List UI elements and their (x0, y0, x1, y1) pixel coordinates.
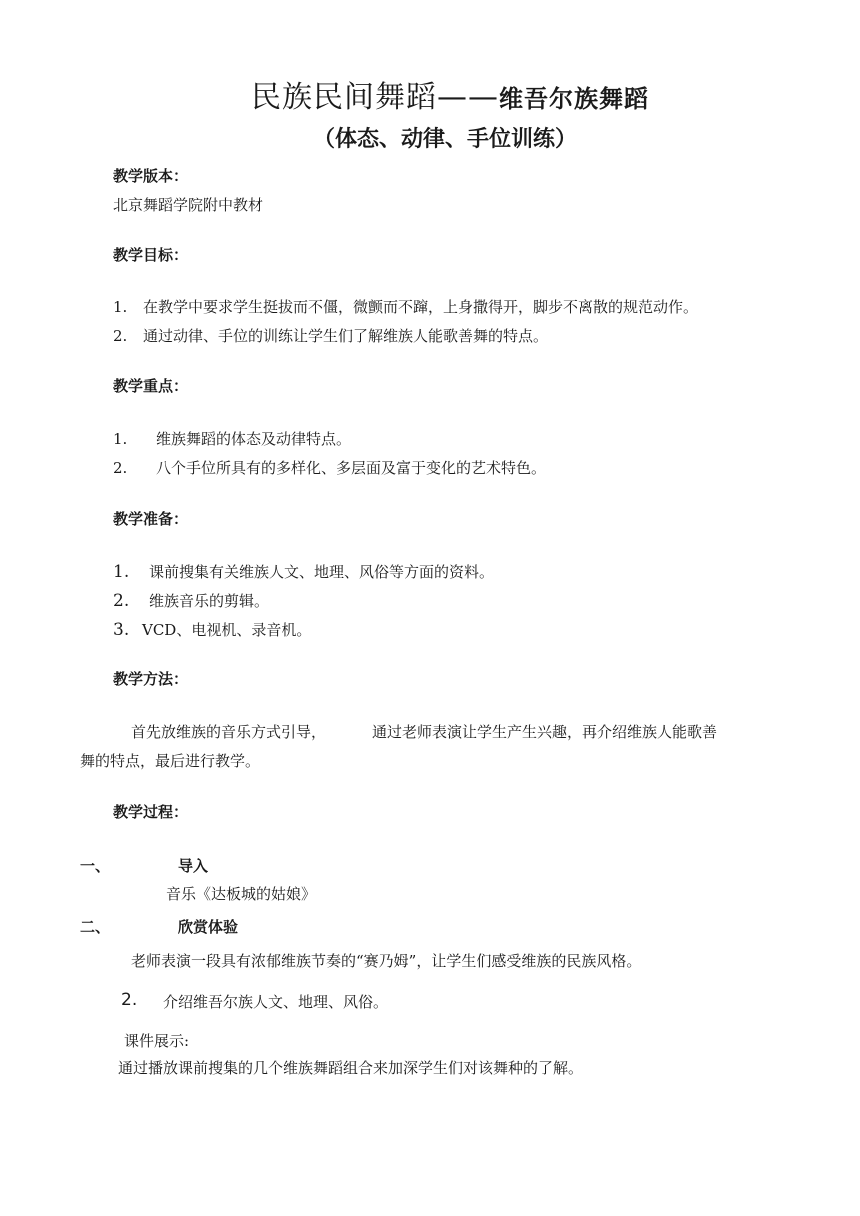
method-line1a: 首先放维族的音乐方式引导， (131, 723, 327, 741)
prep-num: 2. (113, 591, 130, 611)
focus-text: 维族舞蹈的体态及动律特点。 (156, 430, 352, 448)
method-heading: 教学方法： (113, 670, 189, 688)
focus-item (113, 428, 351, 449)
goal-text: 在教学中要求学生挺拔而不僵，微颤而不蹿，上身撒得开，脚步不离散的规范动作。 (143, 298, 699, 316)
goal-item (113, 296, 698, 317)
prep-num: 1. (113, 562, 130, 582)
goal-item (113, 325, 548, 346)
prep-heading: 教学准备： (113, 510, 189, 528)
page-title (0, 72, 860, 116)
focus-text: 八个手位所具有的多样化、多层面及富于变化的艺术特色。 (156, 459, 547, 477)
process-heading: 教学过程： (113, 803, 189, 821)
section1-text: 音乐《达板城的姑娘》 (166, 885, 317, 903)
method-line1b: 通过老师表演让学生产生兴趣，再介绍维族人能歌善 (372, 723, 718, 741)
goals-heading: 教学目标： (113, 246, 189, 264)
page-subtitle: （体态、动律、手位训练） (312, 127, 577, 152)
prep-item (113, 619, 311, 640)
section2-sub-text: 介绍维吾尔族人文、地理、风俗。 (163, 993, 389, 1011)
courseware-label: 课件展示: (124, 1032, 190, 1050)
prep-num: 3. (113, 620, 130, 640)
method-line2: 舞的特点，最后进行教学。 (80, 752, 261, 770)
section2-sub-num: 2. (121, 990, 138, 1010)
prep-text: 课前搜集有关维族人文、地理、风俗等方面的资料。 (149, 563, 495, 581)
section2-title: 欣赏体验 (178, 918, 239, 936)
section1-title: 导入 (178, 857, 209, 875)
goal-text: 通过动律、手位的训练让学生们了解维族人能歌善舞的特点。 (143, 327, 549, 345)
section1-num: 一、 (80, 857, 111, 875)
section2-last: 通过播放课前搜集的几个维族舞蹈组合来加深学生们对该舞种的了解。 (118, 1059, 584, 1077)
focus-num: 2. (113, 459, 128, 477)
focus-heading: 教学重点： (113, 377, 189, 395)
prep-item (113, 590, 269, 611)
prep-text: 维族音乐的剪辑。 (149, 592, 270, 610)
title-main: 民族民间舞蹈—— (251, 80, 499, 115)
prep-item (113, 561, 494, 582)
goal-num: 2. (113, 327, 128, 345)
goal-num: 1. (113, 298, 128, 316)
section2-text: 老师表演一段具有浓郁维族节奏的“赛乃姆”，让学生们感受维族的民族风格。 (131, 952, 642, 970)
version-heading: 教学版本： (113, 167, 189, 185)
version-text: 北京舞蹈学院附中教材 (113, 196, 264, 214)
title-tail: 维吾尔族舞蹈 (499, 85, 649, 113)
focus-num: 1. (113, 430, 128, 448)
section2-num: 二、 (80, 918, 111, 936)
focus-item (113, 457, 546, 478)
prep-text: VCD、电视机、录音机。 (142, 621, 312, 639)
